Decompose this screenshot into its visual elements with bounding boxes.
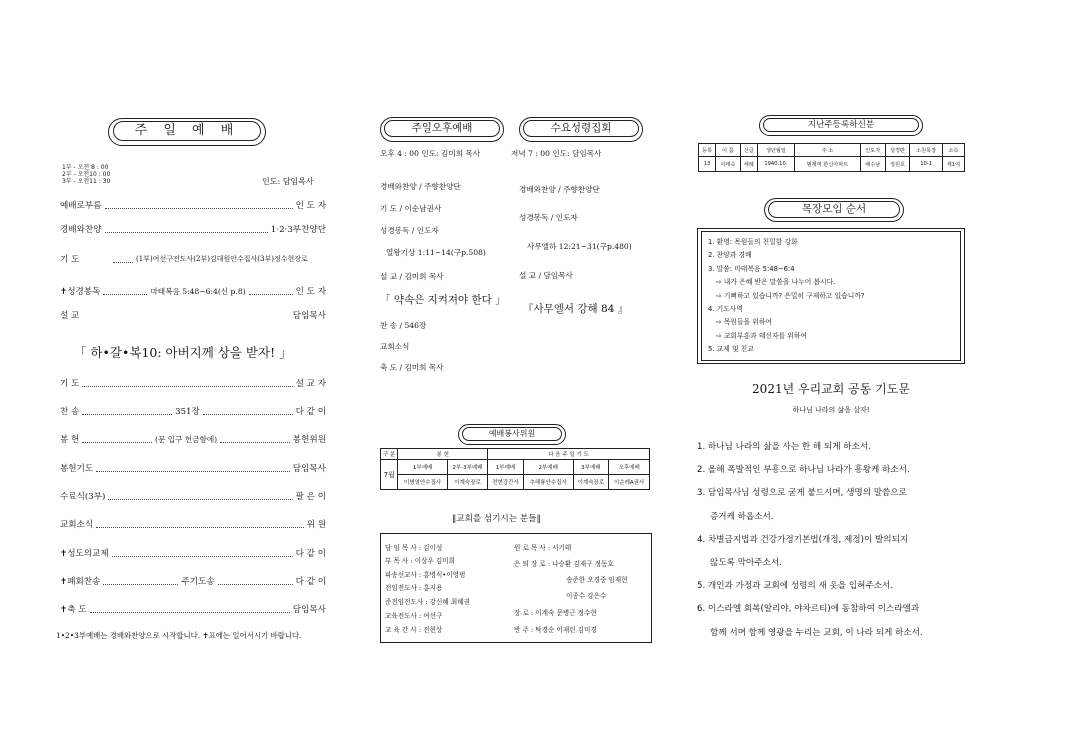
staff-entry: 교 육 간 사 : 전현상 [385, 626, 443, 634]
prayer-list [697, 436, 923, 645]
worship-leader: 인도: 담임목사 [262, 177, 314, 186]
prayer-item: 증거케 하옵소서. [710, 511, 774, 522]
order-row: ✝축 도 담임목사 [60, 605, 326, 615]
mokjang-item: 3. 말씀: 마태복음 5:48~6:4 [708, 264, 795, 273]
prayer-item: 6. 이스라엘 회복(알리야, 야차르티)에 동참하여 이스라엘과 [697, 604, 920, 615]
service-times [62, 164, 110, 185]
staff-entry: 이종수 강은수 [566, 592, 607, 600]
staff-title: ‖교회를 섬기시는 분들‖ [452, 514, 541, 524]
mokjang-list [708, 236, 864, 357]
sermon-title: 「 하•갈•복10: 아버지께 상을 받자! 」 [74, 345, 292, 360]
order-row: ✝성경봉독 마태복음 5:48~6:4(신 p.8) 인 도 자 [60, 286, 327, 297]
prayer-item: 5. 개인과 가정과 교회에 성령의 새 옷을 입혀주소서. [697, 581, 894, 592]
wednesday-sermon: 『사무엘서 강해 84 』 [523, 303, 629, 315]
prayer-item: 함께 서며 함께 영광을 누리는 교회, 이 나라 되게 하소서. [710, 627, 923, 638]
mokjang-item: 1. 환영: 목원들의 친밀함 강화 [708, 238, 798, 246]
footer-note: 1•2•3부예배는 경배와찬양으로 시작합니다. ✝표에는 일어서시기 바랍니다. [56, 631, 302, 640]
afternoon-item: 성경봉독 / 인도자 [380, 226, 439, 235]
prayer-title: 2021년 우리교회 공동 기도문 [752, 382, 910, 396]
worship-title: 주 일 예 배 [113, 121, 261, 141]
mokjang-item: 5. 교제 및 친교 [708, 345, 754, 354]
afternoon-scripture: 열왕기상 1:11~14(구p.508) [386, 248, 486, 257]
service-title: 예배봉사위원 [462, 427, 562, 441]
staff-entry: 송준한 오경중 임재현 [566, 576, 628, 584]
order-row: 기 도 설 교 자 [60, 379, 326, 389]
service-time-2: 2부 - 오전10 : 00 [62, 171, 111, 178]
afternoon-item: 찬 송 / 546장 [380, 321, 427, 330]
newcomer-table: 등록 이 름 신급 생년월일 주 소 인도자 성경반 소원목장 소속 13 이태숙 세례 1940.10. 범계역 한신아파트 배수남 정원호 10-1 제1여 [698, 143, 965, 172]
order-row: 수료식(3부) 팔 은 이 [60, 492, 326, 502]
service-table: 구 분 봉 헌 다 음 주 일 기 도 7월 1부예배 2부·3부예배 1부예배 2부예배 3부예배 오후예배 이병열안수집사 이계숙장로 전현강간사 추해룡안수집사 이계숙장로 이순례A권사 [380, 448, 650, 490]
prayer-item: 2. 올해 폭발적인 부흥으로 하나님 나라가 흥왕케 하소서. [697, 465, 910, 476]
mokjang-item: ⇨ 기뻐하고 있습니까? 은밀히 구제하고 있습니까? [716, 291, 865, 300]
afternoon-item: 경배와찬양 / 주향찬양단 [380, 182, 461, 191]
order-row: 교회소식 위 원 [60, 520, 326, 530]
order-row: 경배와찬양 1·2·3부찬양단 [60, 225, 326, 235]
prayer-item: 3. 담임목사님 성령으로 굳게 붙드시며, 생명의 말씀으로 [697, 488, 907, 499]
mokjang-item: 4. 기도사역 [708, 305, 743, 314]
staff-entry: 전임전도사 : 홍지용 [385, 584, 443, 592]
order-row: 봉헌기도 담임목사 [60, 464, 326, 474]
prayer-item: 않도록 막아주소서. [710, 558, 782, 569]
prayer-item: 1. 하나님 나라의 삶을 사는 한 해 되게 하소서. [697, 442, 871, 452]
mokjang-title: 목장모임 순서 [768, 201, 900, 218]
staff-entry: 장 로 : 이계숙 문병근 정수현 [514, 609, 597, 617]
prayer-subtitle: 하나님 나라의 삶을 살자! [792, 406, 870, 414]
afternoon-item: 축 도 / 김미희 목사 [380, 363, 444, 372]
order-row: 찬 송 351장 다 같 이 [60, 407, 326, 417]
staff-entry: 파송선교사 : 홍병식•이영범 [385, 571, 466, 579]
mokjang-item: ⇨ 교회부흥과 태신자를 위하여 [716, 331, 807, 340]
afternoon-title: 주일오후예배 [384, 120, 500, 137]
order-row: 예배로부름 인 도 자 [60, 201, 326, 211]
afternoon-sermon: 「 약속은 지켜져야 한다 」 [380, 294, 506, 306]
staff-entry: 부 목 사 : 이상우 김미희 [385, 557, 456, 565]
mokjang-item: ⇨ 내가 은혜 받은 말씀을 나누어 봅시다. [716, 278, 836, 287]
afternoon-item: 설 교 / 김미희 목사 [380, 272, 444, 281]
afternoon-item: 기 도 / 이순남권사 [380, 204, 442, 213]
mokjang-item: ⇨ 목원들을 위하여 [716, 318, 772, 327]
wednesday-scripture: 사무엘하 12:21~31(구p.480) [527, 242, 632, 251]
afternoon-time: 오후 4 : 00 인도: 김미희 목사 [380, 149, 481, 158]
service-time-1: 1부 - 오전 8 : 00 [62, 164, 109, 171]
staff-entry: 반 주 : 탁경순 이재린 김미경 [514, 626, 597, 634]
mokjang-item: 2. 찬양과 경배 [708, 251, 752, 260]
order-row: 기 도 (1부)여선구전도사(2부)김대원안수집사(3부)정수현장로 [60, 255, 308, 265]
order-row: 봉 헌 (문 입구 헌금함에) 봉헌위원 [60, 434, 327, 445]
staff-entry: 교육전도사 : 여선구 [385, 612, 443, 620]
wednesday-item: 경배와찬양 / 주향찬양단 [519, 185, 600, 194]
afternoon-item: 교회소식 [380, 342, 410, 351]
staff-entry: 담 임 목 사 : 김이성 [385, 544, 443, 552]
wednesday-item: 설 교 / 담임목사 [519, 271, 573, 280]
service-time-3: 3부 - 오전11 : 30 [62, 178, 111, 185]
order-row: ✝폐회찬송 주기도송 다 같 이 [60, 577, 327, 587]
prayer-item: 4. 차별금지법과 건강가정기본법(개정, 제정)이 발의되지 [697, 534, 909, 545]
order-row: ✝성도의교제 다 같 이 [60, 549, 326, 559]
staff-entry: 준전임전도사 : 강신혜 최혜권 [385, 598, 470, 606]
order-row: 설 교 담임목사 [60, 311, 326, 321]
newcomer-title: 지난주등록하신분 [763, 118, 919, 132]
wednesday-title: 수요성령집회 [523, 120, 639, 137]
staff-entry: 은 퇴 장 로 : 나승환 김재구 정동호 [514, 560, 614, 568]
wednesday-item: 성경봉독 / 인도자 [519, 213, 578, 222]
staff-entry: 원 로 목 사 : 서기태 [514, 544, 572, 552]
wednesday-time: 저녁 7 : 00 인도: 담임목사 [511, 149, 602, 158]
